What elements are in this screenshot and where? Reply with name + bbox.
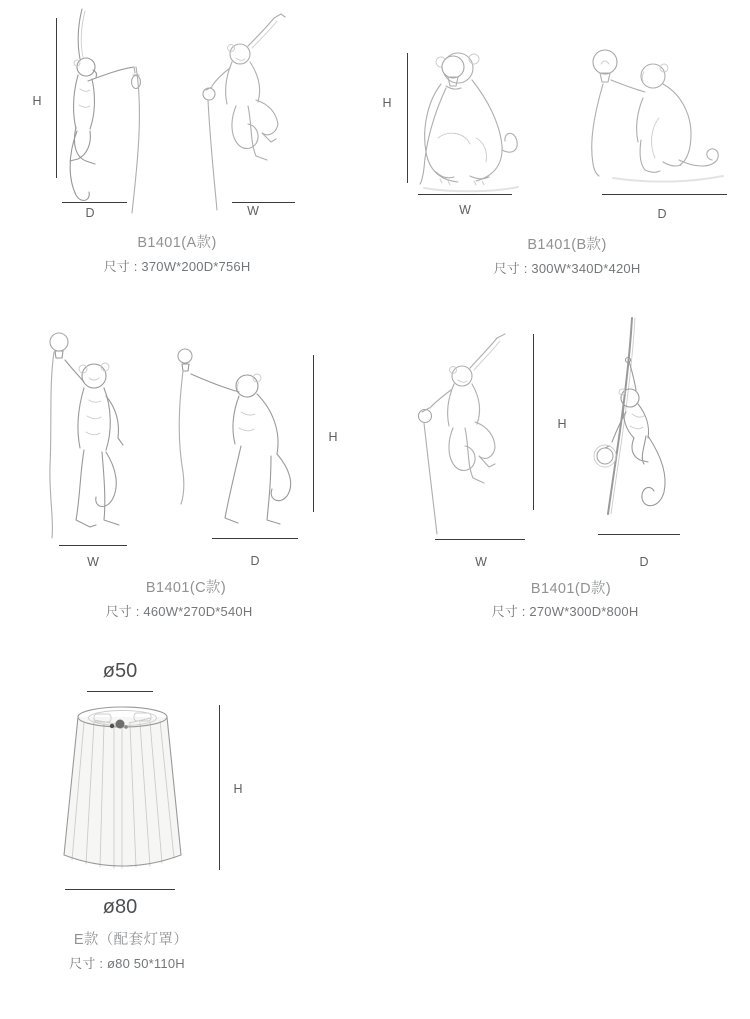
section-c-size: 尺寸 : 460W*270D*540H xyxy=(105,604,253,619)
dim-label-e-h: H xyxy=(233,782,243,796)
dim-label-a-d: D xyxy=(85,206,95,220)
section-b-size: 尺寸 : 300W*340D*420H xyxy=(493,261,641,276)
dim-label-b-d: D xyxy=(657,207,667,221)
dim-label-c-h: H xyxy=(328,430,338,444)
monkey-standing-front-sketch xyxy=(45,326,150,544)
dim-line-e-top-diameter xyxy=(87,691,153,692)
dim-line-e-bottom-diameter xyxy=(65,889,175,890)
dim-line-a-width xyxy=(232,202,295,203)
section-a-title: B1401(A款) xyxy=(137,235,217,251)
dim-line-d-height xyxy=(533,334,534,510)
dim-label-d-d: D xyxy=(639,555,649,569)
dim-line-b-depth xyxy=(602,194,727,195)
section-e-title: E款（配套灯罩） xyxy=(73,932,189,948)
monkey-sitting-front-sketch xyxy=(410,42,530,194)
dim-line-c-depth xyxy=(212,538,298,539)
monkey-hanging-front-sketch xyxy=(200,10,308,215)
section-c-title: B1401(C款) xyxy=(145,580,227,596)
section-d-title: B1401(D款) xyxy=(530,581,612,597)
dim-line-b-height xyxy=(407,53,408,183)
monkey-sitting-side-sketch xyxy=(583,36,731,194)
dim-line-e-height xyxy=(219,705,220,870)
dim-label-d-w: W xyxy=(475,555,487,569)
label-top-diameter: ø50 xyxy=(102,660,138,682)
section-b-title: B1401(B款) xyxy=(527,237,607,253)
dim-label-d-h: H xyxy=(557,417,567,431)
section-e-size: 尺寸 : ø80 50*110H xyxy=(69,956,185,971)
section-a-size: 尺寸 : 370W*200D*756H xyxy=(103,259,251,274)
monkey-hanging-side-sketch xyxy=(62,5,174,220)
dim-label-a-h: H xyxy=(32,94,42,108)
monkey-rope-climbing-sketch xyxy=(592,316,688,542)
section-d-size: 尺寸 : 270W*300D*800H xyxy=(491,604,639,619)
dim-line-a-depth xyxy=(62,202,127,203)
dim-line-d-width xyxy=(435,539,525,540)
dim-line-d-depth xyxy=(598,534,680,535)
dim-label-c-d: D xyxy=(250,554,260,568)
dim-line-b-width xyxy=(418,194,512,195)
label-bottom-diameter: ø80 xyxy=(102,896,138,918)
lampshade-sketch xyxy=(56,700,190,878)
dim-line-c-height xyxy=(313,355,314,512)
dim-line-a-height xyxy=(56,18,57,178)
dim-label-b-h: H xyxy=(382,96,392,110)
dim-line-c-width xyxy=(59,545,127,546)
monkey-standing-side-sketch xyxy=(175,334,313,538)
dim-label-c-w: W xyxy=(87,555,99,569)
dim-label-b-w: W xyxy=(459,203,471,217)
monkey-hanging-ceiling-sketch xyxy=(415,328,535,540)
dim-label-a-w: W xyxy=(247,204,259,218)
